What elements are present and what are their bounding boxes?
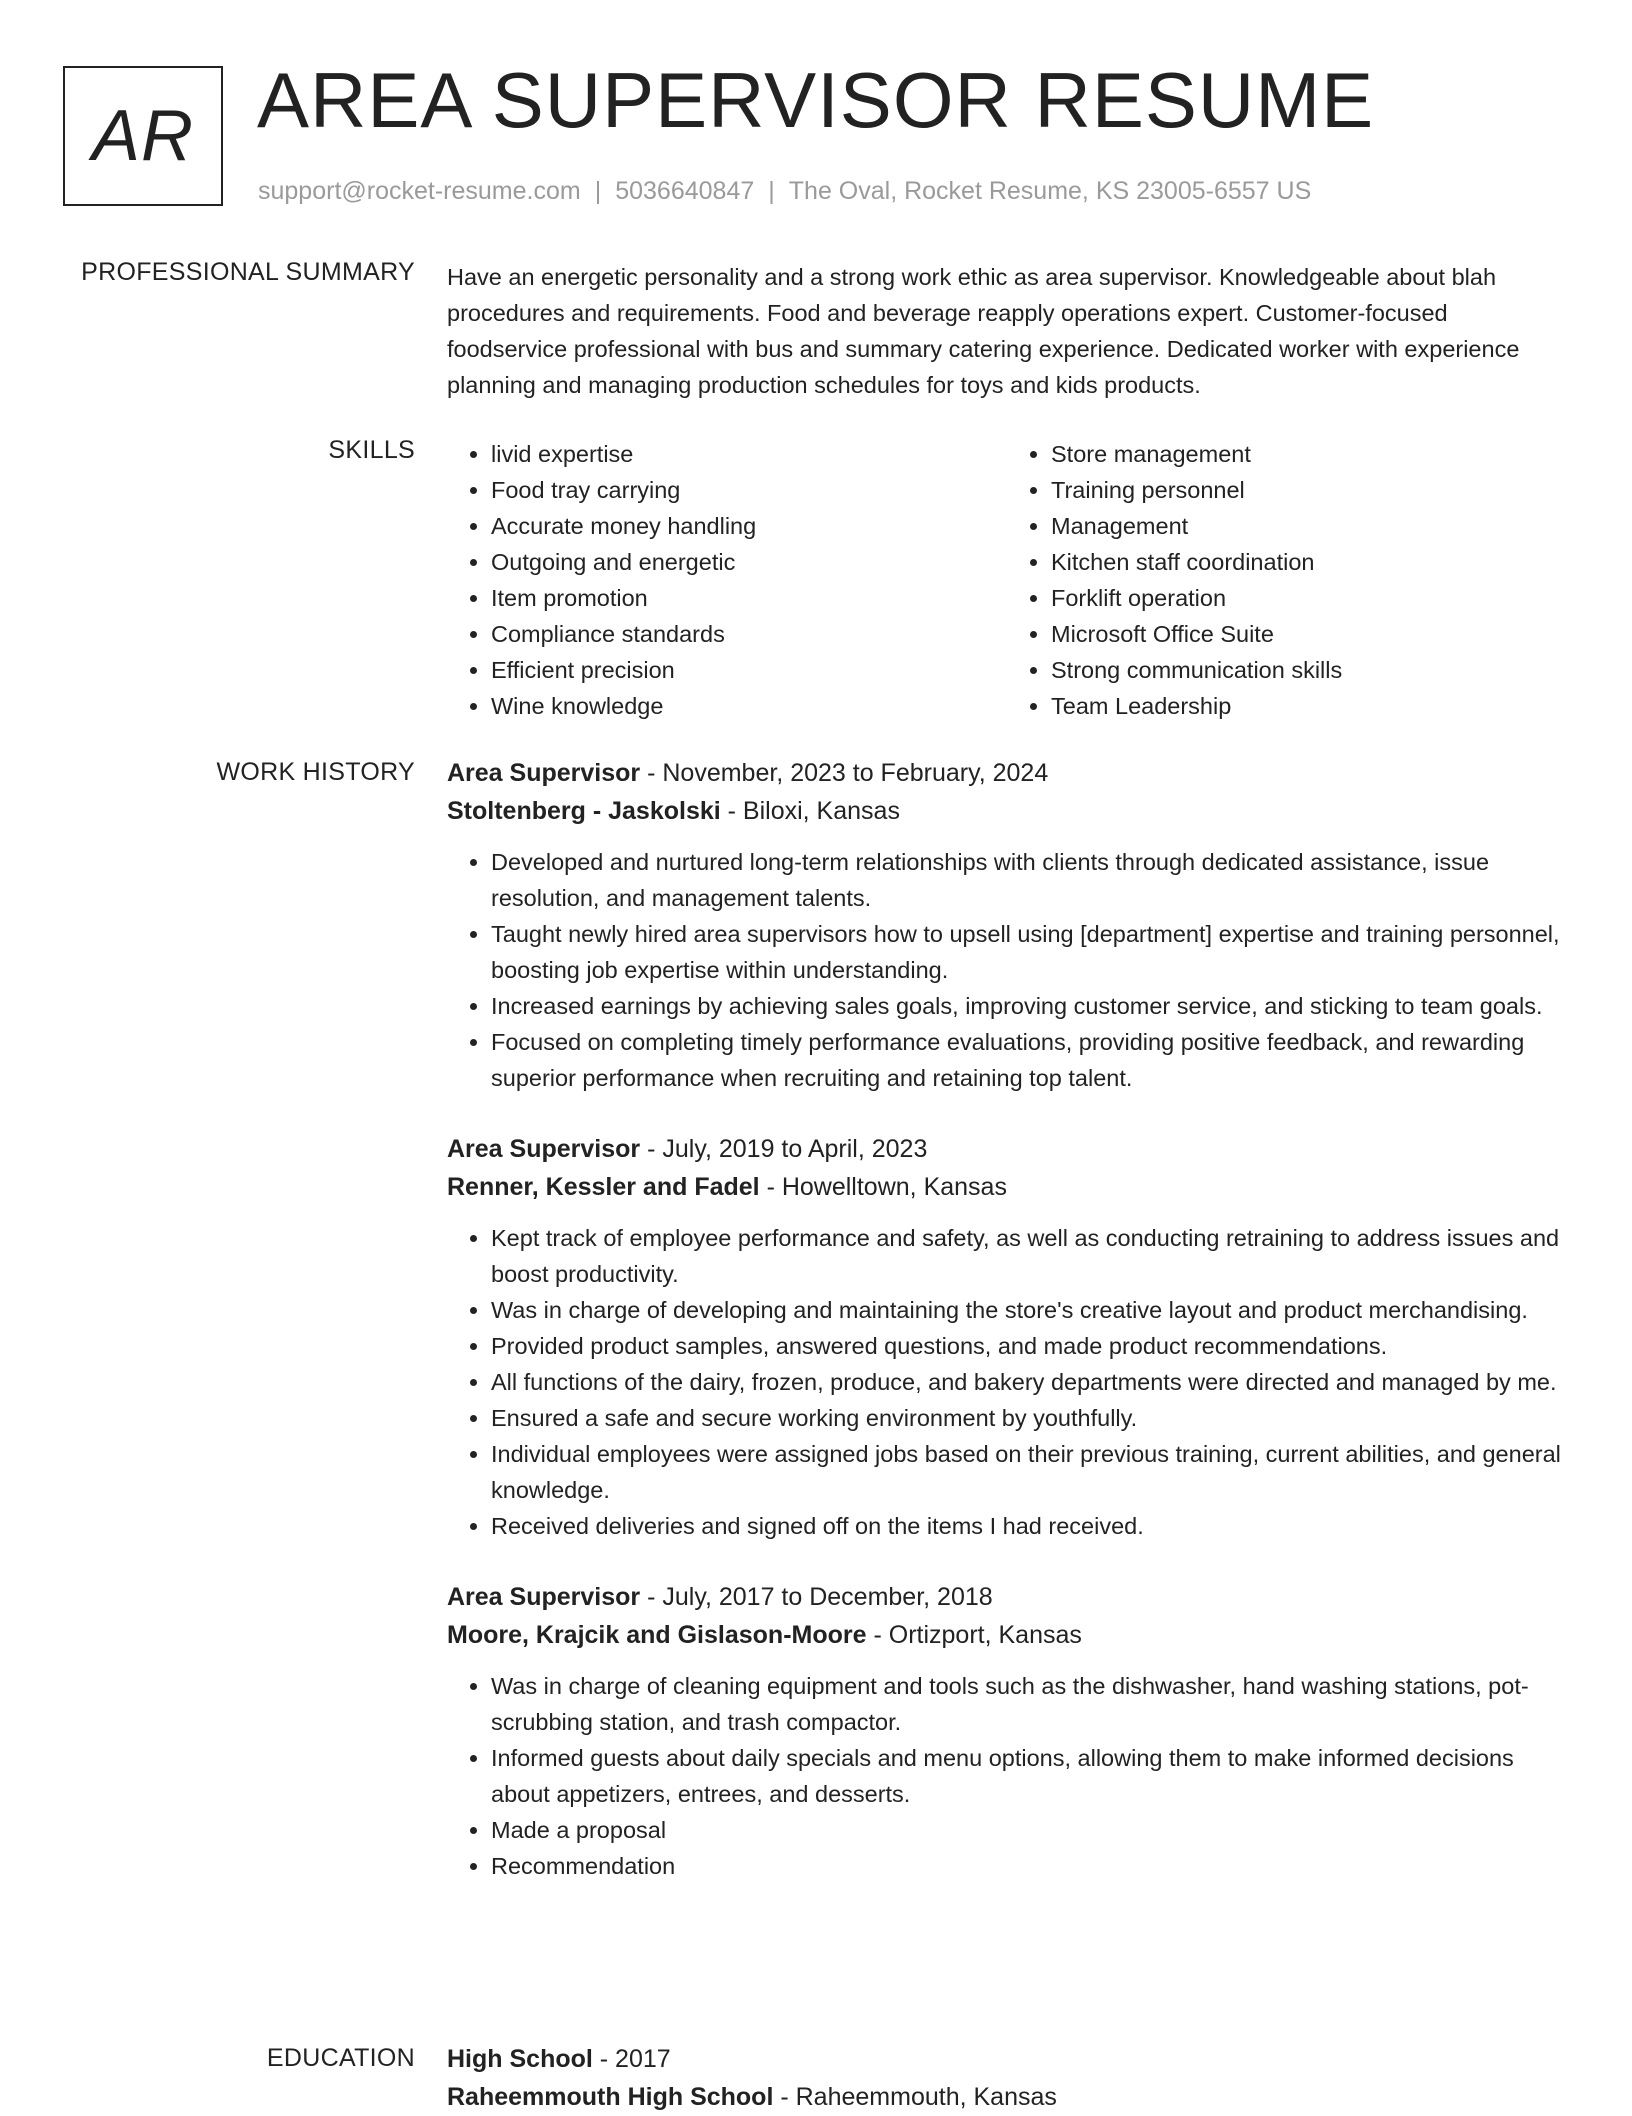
list-item: • Was in charge of cleaning equipment and tools such as the dishwasher, hand washing stations, pot-scrubbing station, and trash compactor.	[491, 1668, 1567, 1740]
list-item: • Efficient precision	[491, 652, 1007, 688]
contact-separator: |	[594, 177, 602, 205]
job-company: Stoltenberg - Jaskolski	[447, 797, 721, 825]
list-item: • Outgoing and energetic	[491, 544, 1007, 580]
skills-list-right	[1007, 436, 1567, 724]
contact-line	[258, 177, 1311, 206]
list-item: • Training personnel	[1051, 472, 1567, 508]
job-entry	[447, 754, 1567, 1096]
job-entry	[447, 1578, 1567, 1884]
summary-text: Have an energetic personality and a strong work ethic as area supervisor. Knowledgeable about blah procedures and requirements. Food and beverage reapply operations expert. Customer-focused foodservice professional with bus and summary catering experience. Dedicated worker with experience planning and managing production schedules for toys and kids products.	[447, 264, 1520, 398]
list-item: • Individual employees were assigned jobs based on their previous training, current abilities, and general knowledge.	[491, 1436, 1567, 1508]
list-item: • Strong communication skills	[1051, 652, 1567, 688]
job-title: Area Supervisor	[447, 1583, 641, 1611]
job-entry	[447, 1130, 1567, 1544]
education-school-line	[447, 2078, 1567, 2116]
job-location: - Biloxi, Kansas	[720, 797, 900, 825]
list-item: • Kitchen staff coordination	[1051, 544, 1567, 580]
job-employer	[447, 1168, 1567, 1206]
job-company: Renner, Kessler and Fadel	[447, 1173, 760, 1201]
job-employer	[447, 1616, 1567, 1654]
list-item: • Management	[1051, 508, 1567, 544]
job-dates: - July, 2019 to April, 2023	[640, 1135, 928, 1163]
list-item: • livid expertise	[491, 436, 1007, 472]
skills-list-left	[447, 436, 1007, 724]
list-item: • Forklift operation	[1051, 580, 1567, 616]
list-item: • Accurate money handling	[491, 508, 1007, 544]
list-item: • Kept track of employee performance and safety, as well as conducting retraining to address issues and boost productivity.	[491, 1220, 1567, 1292]
job-company: Moore, Krajcik and Gislason-Moore	[447, 1621, 867, 1649]
list-item: • Recommendation	[491, 1848, 1567, 1884]
section-body	[447, 436, 1567, 724]
education-heading	[447, 2040, 1567, 2078]
section-body	[447, 754, 1567, 1918]
section-body	[447, 2040, 1567, 2116]
job-heading	[447, 1130, 1567, 1168]
list-item: • Microsoft Office Suite	[1051, 616, 1567, 652]
job-employer	[447, 792, 1567, 830]
list-item: • Compliance standards	[491, 616, 1007, 652]
section-label: WORK HISTORY	[216, 758, 415, 786]
skills-columns	[447, 436, 1567, 724]
list-item: • Taught newly hired area supervisors how to upsell using [department] expertise and training personnel, boosting job expertise within understanding.	[491, 916, 1567, 988]
job-bullets	[447, 844, 1567, 1096]
resume-title: AREA SUPERVISOR RESUME	[257, 56, 1375, 144]
monogram-badge	[63, 66, 223, 206]
list-item: • Item promotion	[491, 580, 1007, 616]
list-item: • All functions of the dairy, frozen, produce, and bakery departments were directed and managed by me.	[491, 1364, 1567, 1400]
section-body	[447, 259, 1567, 403]
contact-email: support@rocket-resume.com	[258, 177, 581, 205]
list-item: • Store management	[1051, 436, 1567, 472]
education-location: - Raheemmouth, Kansas	[773, 2083, 1057, 2111]
job-dates: - July, 2017 to December, 2018	[640, 1583, 993, 1611]
list-item: • Developed and nurtured long-term relationships with clients through dedicated assistance, issue resolution, and management talents.	[491, 844, 1567, 916]
list-item: • Wine knowledge	[491, 688, 1007, 724]
job-bullets	[447, 1220, 1567, 1544]
list-item: • Focused on completing timely performance evaluations, providing positive feedback, and rewarding superior performance when recruiting and retaining top talent.	[491, 1024, 1567, 1096]
list-item: • Food tray carrying	[491, 472, 1007, 508]
job-location: - Ortizport, Kansas	[866, 1621, 1082, 1649]
section-label: EDUCATION	[266, 2044, 415, 2072]
monogram-text: AR	[91, 96, 195, 176]
job-title: Area Supervisor	[447, 1135, 641, 1163]
job-dates: - November, 2023 to February, 2024	[640, 759, 1049, 787]
job-location: - Howelltown, Kansas	[759, 1173, 1007, 1201]
list-item: • Team Leadership	[1051, 688, 1567, 724]
job-title: Area Supervisor	[447, 759, 641, 787]
list-item: • Informed guests about daily specials and menu options, allowing them to make informed decisions about appetizers, entrees, and desserts.	[491, 1740, 1567, 1812]
section-label: PROFESSIONAL SUMMARY	[81, 258, 415, 286]
list-item: • Was in charge of developing and maintaining the store's creative layout and product merchandising.	[491, 1292, 1567, 1328]
job-heading	[447, 754, 1567, 792]
education-year: - 2017	[592, 2045, 671, 2073]
section-label: SKILLS	[328, 436, 415, 464]
job-heading	[447, 1578, 1567, 1616]
list-item: • Provided product samples, answered questions, and made product recommendations.	[491, 1328, 1567, 1364]
education-school: Raheemmouth High School	[447, 2083, 774, 2111]
list-item: • Made a proposal	[491, 1812, 1567, 1848]
education-degree: High School	[447, 2045, 593, 2073]
list-item: • Ensured a safe and secure working environment by youthfully.	[491, 1400, 1567, 1436]
list-item: • Received deliveries and signed off on the items I had received.	[491, 1508, 1567, 1544]
job-bullets	[447, 1668, 1567, 1884]
list-item: • Increased earnings by achieving sales goals, improving customer service, and sticking to team goals.	[491, 988, 1567, 1024]
contact-address: The Oval, Rocket Resume, KS 23005-6557 US	[788, 177, 1312, 205]
contact-separator: |	[768, 177, 775, 205]
contact-phone: 5036640847	[615, 177, 755, 205]
